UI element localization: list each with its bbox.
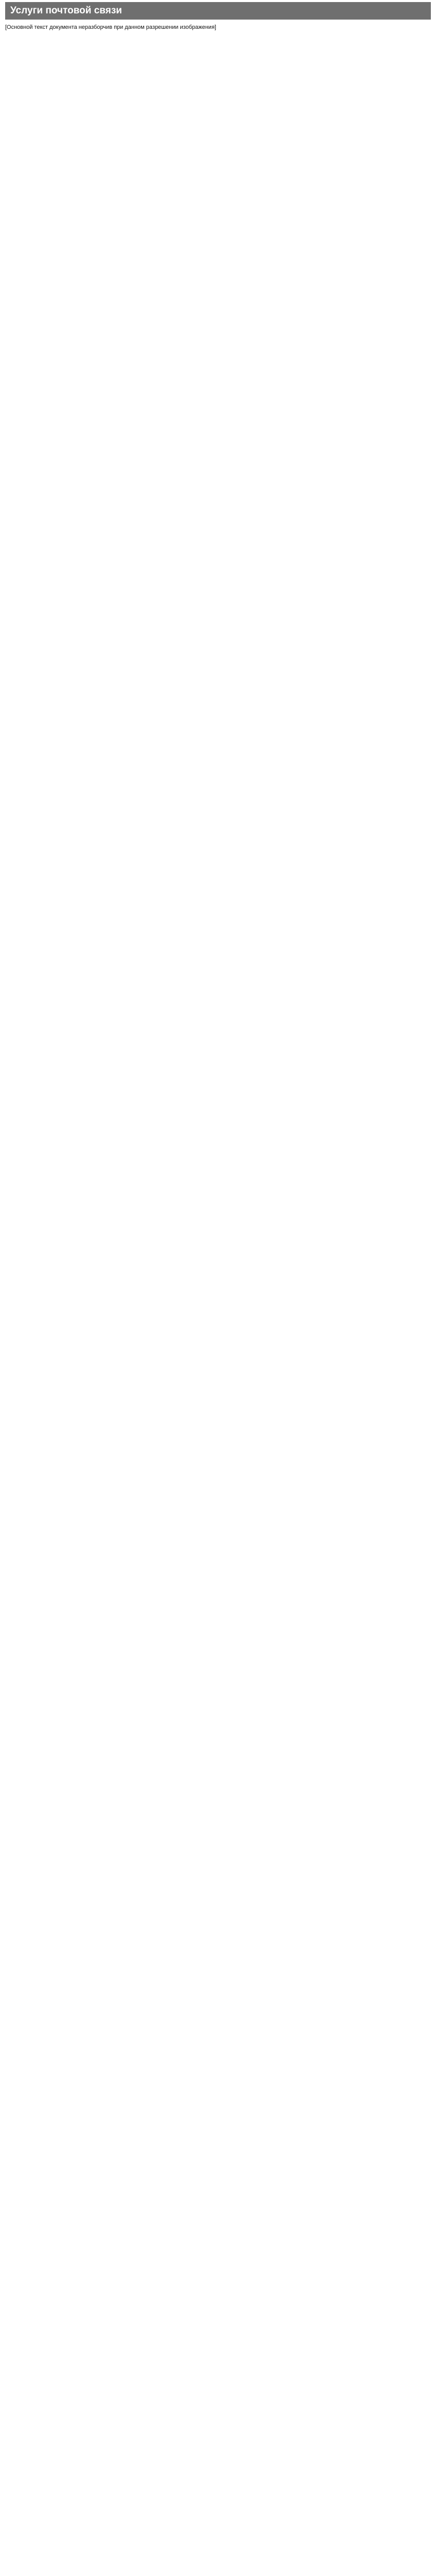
document-body	[5, 24, 431, 31]
document-paragraph: [Основной текст документа неразборчив при данном разрешении изображения]	[5, 24, 216, 30]
page-title: Услуги почтовой связи	[5, 2, 431, 20]
